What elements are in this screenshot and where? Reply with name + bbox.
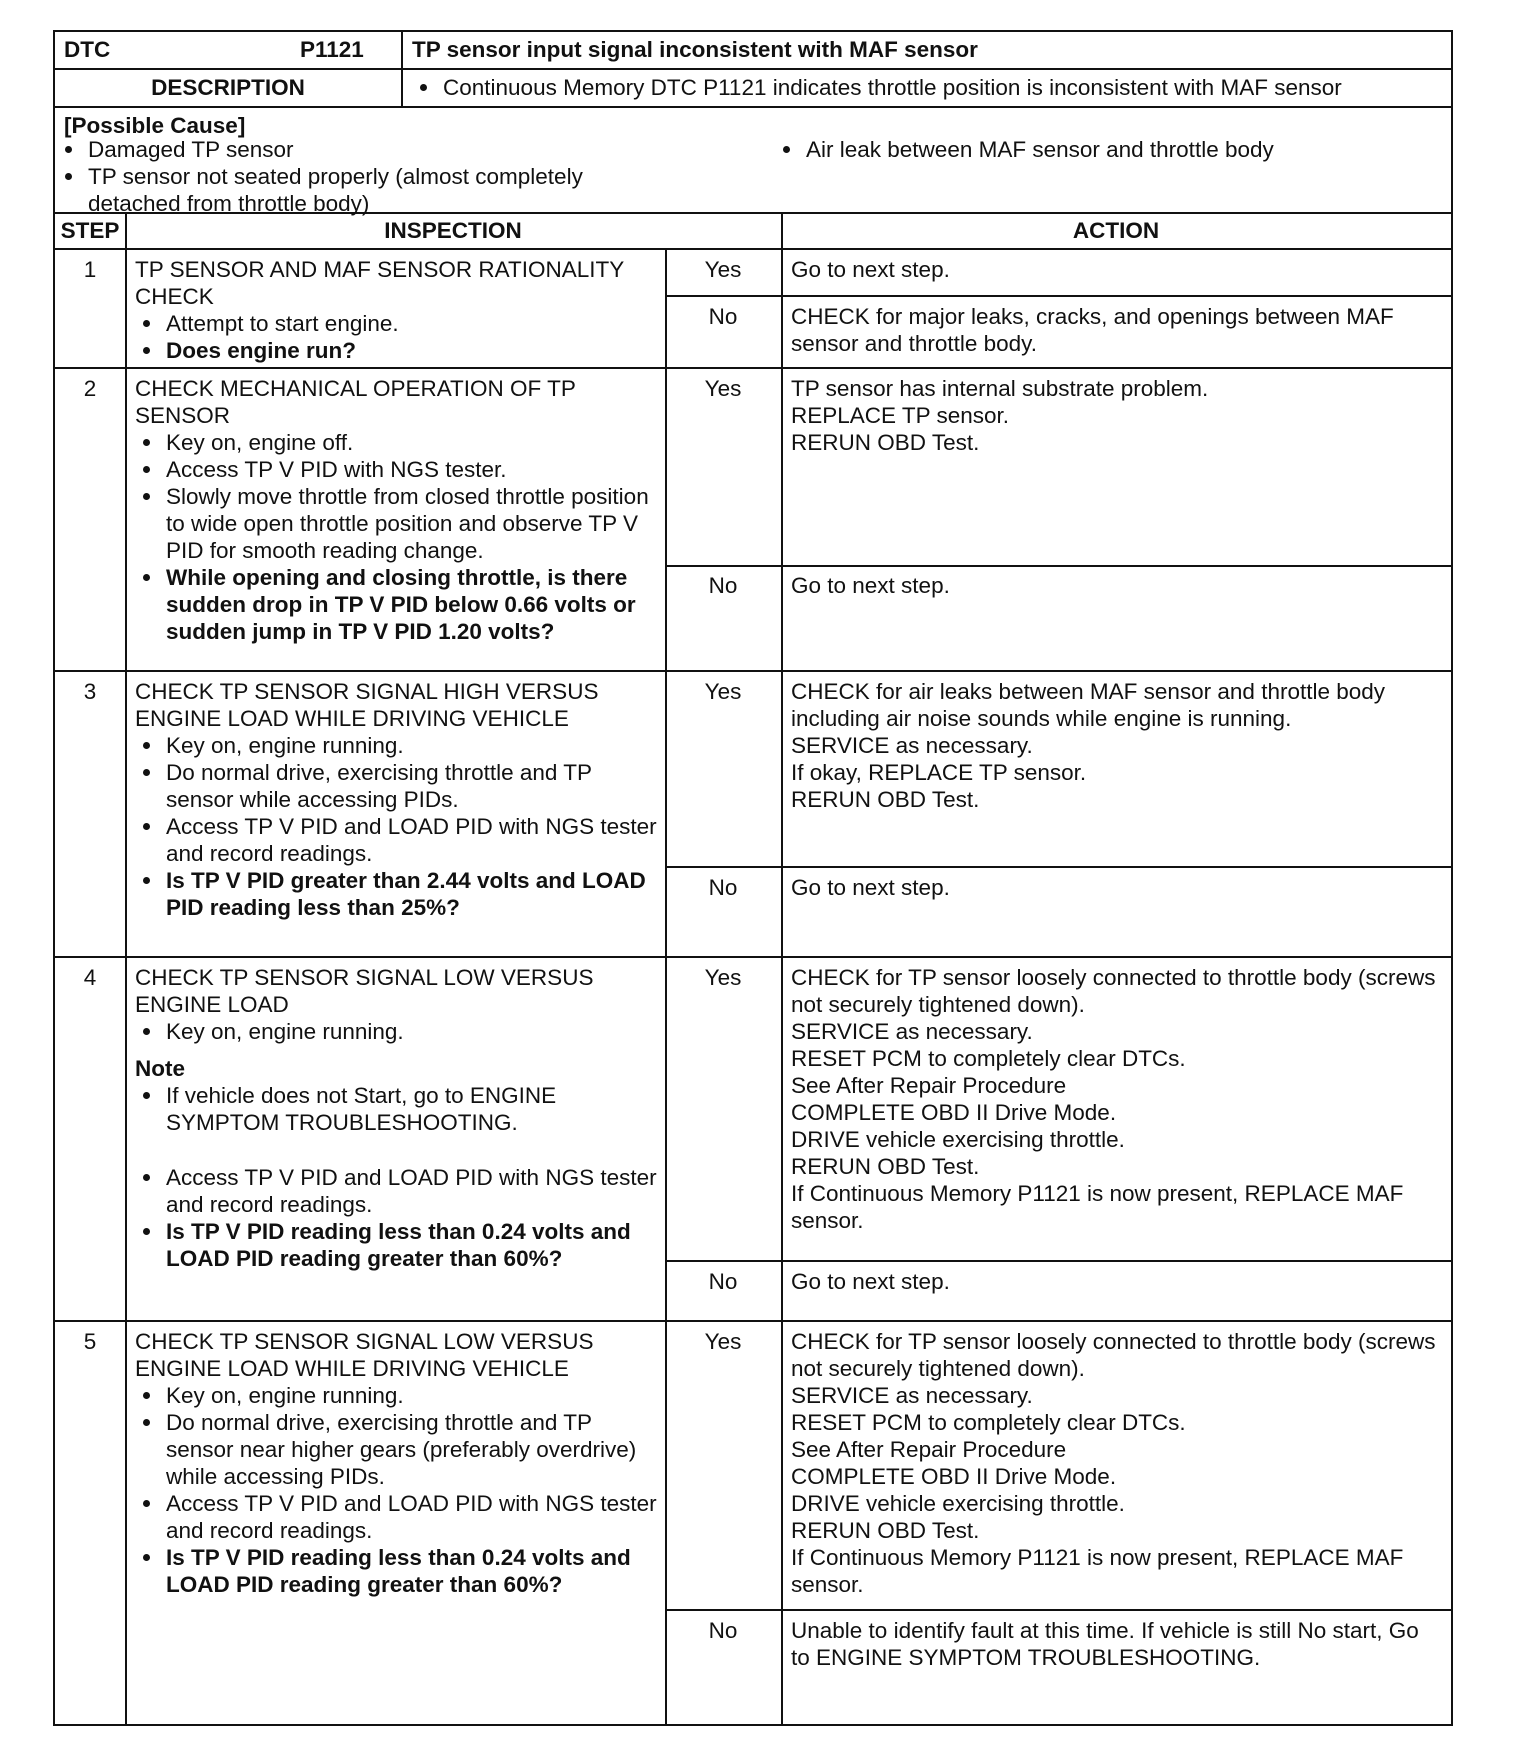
yes-action: TP sensor has internal substrate problem. REPLACE TP sensor. RERUN OBD Test. — [791, 376, 1209, 455]
description-text: Continuous Memory DTC P1121 indicates throttle position is inconsistent with MAF sensor — [412, 74, 1452, 101]
no-action: Go to next step. — [791, 573, 950, 598]
step-question: Is TP V PID greater than 2.44 volts and LOAD PID reading less than 25%? — [135, 867, 657, 921]
step-question: Is TP V PID reading less than 0.24 volts and LOAD PID reading greater than 60%? — [135, 1218, 657, 1272]
no-action: Go to next step. — [791, 1269, 950, 1294]
dtc-label: DTC — [64, 37, 111, 62]
step-title: CHECK TP SENSOR SIGNAL LOW VERSUS ENGINE LOAD WHILE DRIVING VEHICLE — [135, 1329, 594, 1381]
yes-action: Go to next step. — [791, 257, 950, 282]
possible-cause-section — [55, 108, 1451, 214]
step-bullet: Do normal drive, exercising throttle and TP sensor while accessing PIDs. — [135, 759, 657, 813]
no-action: Go to next step. — [791, 875, 950, 900]
column-headers — [55, 214, 1451, 250]
step-bullet: Attempt to start engine. — [135, 310, 657, 337]
step-bullet: Key on, engine running. — [135, 1018, 657, 1045]
no-action: Unable to identify fault at this time. If vehicle is still No start, Go to ENGINE SYMPTOM TROUBLESHOOTING. — [791, 1618, 1426, 1670]
step-title: CHECK TP SENSOR SIGNAL HIGH VERSUS ENGINE LOAD WHILE DRIVING VEHICLE — [135, 679, 599, 731]
step-bullet: Slowly move throttle from closed throttle position to wide open throttle position and observe TP V PID for smooth reading change. — [135, 483, 657, 564]
step-row-1 — [55, 250, 1451, 369]
step-title: CHECK MECHANICAL OPERATION OF TP SENSOR — [135, 376, 576, 428]
no-label: No — [708, 1618, 738, 1643]
no-label: No — [708, 1269, 738, 1294]
dtc-row — [55, 32, 1451, 70]
description-row — [55, 70, 1451, 108]
cause-item: Air leak between MAF sensor and throttle body — [775, 136, 1375, 163]
yes-action: CHECK for TP sensor loosely connected to throttle body (screws not securely tightened down). SERVICE as necessary. RESET PCM to completely clear DTCs. See After Repair Procedure COMPLETE OBD II Drive Mode. DRIVE vehicle exercising throttle. RERUN OBD Test. If Continuous Memory P1121 is now present, REPLACE MAF sensor. — [791, 965, 1436, 1233]
diagnostic-table — [53, 30, 1453, 1726]
yes-action: CHECK for air leaks between MAF sensor and throttle body including air noise sounds while engine is running. SERVICE as necessary. If okay, REPLACE TP sensor. RERUN OBD Test. — [791, 679, 1386, 812]
yes-label: Yes — [704, 965, 742, 990]
step-number: 3 — [83, 679, 97, 704]
possible-cause-heading: [Possible Cause] — [64, 113, 246, 138]
step-bullet: Key on, engine running. — [135, 732, 657, 759]
step-bullet: Do normal drive, exercising throttle and TP sensor near higher gears (preferably overdrive) while accessing PIDs. — [135, 1409, 657, 1490]
yes-label: Yes — [704, 1329, 742, 1354]
step-bullet: Access TP V PID and LOAD PID with NGS tester and record readings. — [135, 1490, 657, 1544]
step-row-4 — [55, 958, 1451, 1322]
step-row-5 — [55, 1322, 1451, 1726]
step-title: TP SENSOR AND MAF SENSOR RATIONALITY CHECK — [135, 257, 624, 309]
yes-action: CHECK for TP sensor loosely connected to throttle body (screws not securely tightened down). SERVICE as necessary. RESET PCM to completely clear DTCs. See After Repair Procedure COMPLETE OBD II Drive Mode. DRIVE vehicle exercising throttle. RERUN OBD Test. If Continuous Memory P1121 is now present, REPLACE MAF sensor. — [791, 1329, 1436, 1597]
note-text: If vehicle does not Start, go to ENGINE SYMPTOM TROUBLESHOOTING. — [135, 1082, 657, 1136]
step-question: While opening and closing throttle, is there sudden drop in TP V PID below 0.66 volts or sudden jump in TP V PID 1.20 volts? — [135, 564, 657, 645]
dtc-title: TP sensor input signal inconsistent with MAF sensor — [412, 37, 978, 62]
no-label: No — [708, 875, 738, 900]
yes-label: Yes — [704, 257, 742, 282]
step-bullet: Access TP V PID and LOAD PID with NGS tester and record readings. — [135, 813, 657, 867]
step-number: 1 — [83, 257, 97, 282]
dtc-code: P1121 — [300, 37, 364, 62]
yes-label: Yes — [704, 376, 742, 401]
step-number: 2 — [83, 376, 97, 401]
col-action: ACTION — [1072, 218, 1160, 243]
step-number: 4 — [83, 965, 97, 990]
note-label: Note — [135, 1056, 185, 1081]
col-step: STEP — [60, 218, 120, 243]
step-bullet: Access TP V PID with NGS tester. — [135, 456, 657, 483]
yes-label: Yes — [704, 679, 742, 704]
step-title: CHECK TP SENSOR SIGNAL LOW VERSUS ENGINE LOAD — [135, 965, 594, 1017]
no-label: No — [708, 304, 738, 329]
cause-item: Damaged TP sensor — [57, 136, 617, 163]
step-bullet: Key on, engine running. — [135, 1382, 657, 1409]
step-row-3 — [55, 672, 1451, 958]
no-label: No — [708, 573, 738, 598]
step-question: Does engine run? — [135, 337, 657, 364]
col-inspection: INSPECTION — [384, 218, 522, 243]
step-number: 5 — [83, 1329, 97, 1354]
cause-item: TP sensor not seated properly (almost completely detached from throttle body) — [57, 163, 617, 217]
step-row-2 — [55, 369, 1451, 672]
step-bullet: Key on, engine off. — [135, 429, 657, 456]
description-label: DESCRIPTION — [151, 75, 305, 100]
step-question: Is TP V PID reading less than 0.24 volts and LOAD PID reading greater than 60%? — [135, 1544, 657, 1598]
no-action: CHECK for major leaks, cracks, and openings between MAF sensor and throttle body. — [791, 304, 1401, 356]
step-bullet: Access TP V PID and LOAD PID with NGS tester and record readings. — [135, 1164, 657, 1218]
